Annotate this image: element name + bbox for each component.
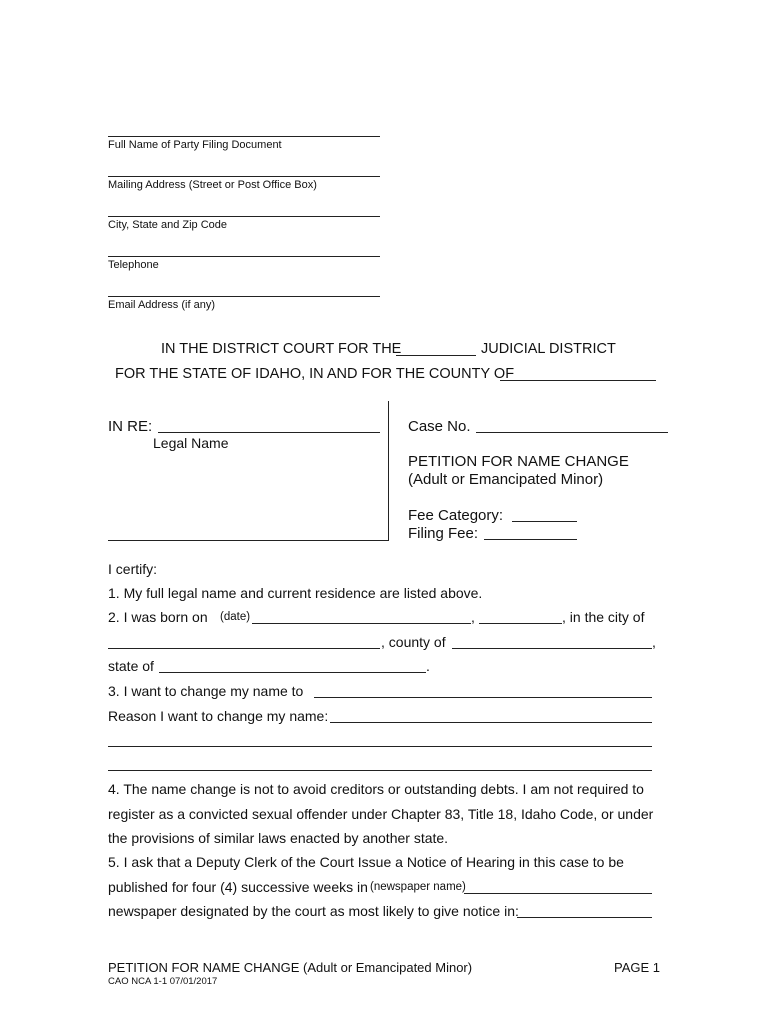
item-4-line-2: register as a convicted sexual offender under Chapter 83, Title 18, Idaho Code, or under bbox=[108, 806, 654, 822]
legal-name-line[interactable] bbox=[158, 432, 380, 433]
item-1: 1. My full legal name and current residence are listed above. bbox=[108, 585, 483, 601]
footer-page-number: PAGE 1 bbox=[614, 960, 661, 975]
court-line1-prefix: IN THE DISTRICT COURT FOR THE bbox=[161, 341, 402, 357]
filing-fee-line[interactable] bbox=[484, 539, 577, 540]
state-period: . bbox=[426, 658, 430, 674]
telephone-line[interactable] bbox=[108, 256, 380, 257]
petition-title: PETITION FOR NAME CHANGE bbox=[408, 453, 629, 470]
item-4-line-3: the provisions of similar laws enacted by another state. bbox=[108, 830, 449, 846]
email-line[interactable] bbox=[108, 296, 380, 297]
item-5-line-3: newspaper designated by the court as most likely to give notice in: bbox=[108, 903, 519, 919]
certify-text: I certify: bbox=[108, 561, 158, 577]
case-no-line[interactable] bbox=[476, 432, 668, 433]
item-2-comma: , bbox=[471, 609, 475, 625]
footer-title: PETITION FOR NAME CHANGE (Adult or Emancipated Minor) bbox=[108, 960, 473, 975]
item-2-date-hint: (date) bbox=[220, 611, 251, 623]
item-3: 3. I want to change my name to bbox=[108, 683, 304, 699]
court-line2: FOR THE STATE OF IDAHO, IN AND FOR THE COUNTY OF bbox=[115, 366, 515, 382]
item-2-city-text: , in the city of bbox=[562, 609, 645, 625]
notice-location-line[interactable] bbox=[517, 917, 652, 918]
birth-state-line[interactable] bbox=[159, 672, 426, 673]
birth-date-line[interactable] bbox=[252, 623, 471, 624]
caption-vertical-divider bbox=[388, 401, 389, 541]
county-comma: , bbox=[652, 634, 656, 650]
mailing-address-label: Mailing Address (Street or Post Office Box) bbox=[108, 179, 317, 191]
city-state-zip-label: City, State and Zip Code bbox=[108, 219, 228, 231]
fee-category-label: Fee Category: bbox=[408, 507, 504, 524]
reason-line-3[interactable] bbox=[108, 770, 652, 771]
county-of-text: , county of bbox=[381, 634, 446, 650]
newspaper-name-line[interactable] bbox=[464, 893, 652, 894]
telephone-label: Telephone bbox=[108, 259, 159, 271]
state-of-text: state of bbox=[108, 658, 154, 674]
item-2-prefix: 2. I was born on bbox=[108, 609, 208, 625]
mailing-address-line[interactable] bbox=[108, 176, 380, 177]
filing-fee-label: Filing Fee: bbox=[408, 525, 479, 542]
full-name-label: Full Name of Party Filing Document bbox=[108, 139, 282, 151]
legal-name-label: Legal Name bbox=[153, 435, 229, 451]
fee-category-line[interactable] bbox=[512, 521, 577, 522]
reason-line-1[interactable] bbox=[330, 722, 652, 723]
reason-label: Reason I want to change my name: bbox=[108, 708, 329, 724]
item-5-line-1: 5. I ask that a Deputy Clerk of the Court Issue a Notice of Hearing in this case to be bbox=[108, 854, 624, 870]
full-name-line[interactable] bbox=[108, 136, 380, 137]
case-no-label: Case No. bbox=[408, 418, 471, 435]
judicial-district-blank[interactable] bbox=[396, 355, 476, 356]
reason-line-2[interactable] bbox=[108, 746, 652, 747]
newspaper-name-hint: (newspaper name) bbox=[370, 881, 466, 893]
city-state-zip-line[interactable] bbox=[108, 216, 380, 217]
item-5-line-2-prefix: published for four (4) successive weeks in bbox=[108, 879, 368, 895]
birth-city-line[interactable] bbox=[108, 648, 380, 649]
new-name-line[interactable] bbox=[314, 697, 652, 698]
footer-form-id: CAO NCA 1-1 07/01/2017 bbox=[108, 976, 218, 987]
county-blank[interactable] bbox=[500, 380, 656, 381]
petition-subtitle: (Adult or Emancipated Minor) bbox=[408, 471, 604, 488]
item-4-line-1: 4. The name change is not to avoid creditors or outstanding debts. I am not required to bbox=[108, 781, 644, 797]
birth-year-line[interactable] bbox=[479, 623, 562, 624]
birth-county-line[interactable] bbox=[452, 648, 652, 649]
email-label: Email Address (if any) bbox=[108, 299, 215, 311]
in-re-label: IN RE: bbox=[108, 418, 153, 435]
caption-bottom-rule bbox=[108, 540, 389, 541]
court-line1-suffix: JUDICIAL DISTRICT bbox=[481, 341, 616, 357]
